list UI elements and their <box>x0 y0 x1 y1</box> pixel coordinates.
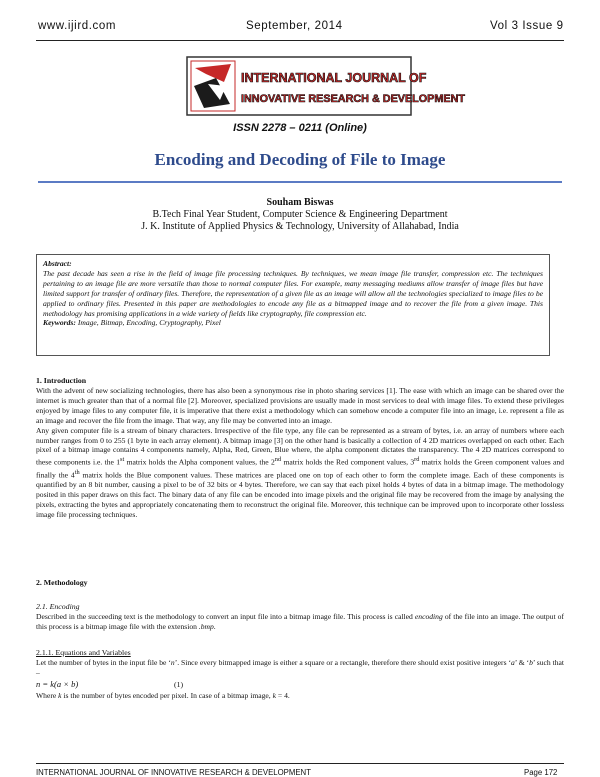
equations-body: Let the number of bytes in the input file be ‘n’. Since every bitmapped image is either a square or a rectangle, therefore there should exist positive integers ‘a’ & ‘b’ such that – <box>36 658 564 677</box>
journal-site: www.ijird.com <box>38 20 117 32</box>
section-heading-methodology: 2. Methodology <box>36 578 88 587</box>
keywords-text: Image, Bitmap, Encoding, Cryptography, Pixel <box>77 318 221 328</box>
author-affiliation-2: J. K. Institute of Applied Physics & Technology, University of Allahabad, India <box>141 221 459 232</box>
subsection-heading-encoding: 2.1. Encoding <box>36 602 80 611</box>
paper-title: Encoding and Decoding of File to Image <box>154 150 446 169</box>
page-number: Page 172 <box>524 768 558 777</box>
abstract-label: Abstract: <box>43 259 72 268</box>
intro-paragraph-2: Any given computer file is a stream of binary characters. Irrespective of the file type, any file can be represented as a stream of bytes, i.e. an array of numbers where each number ranges from 0 to 255 (1 byte in each array element). A bitmap image [3] on the other hand is basically a collection of 4 2D matrices overlapped on each other. Each pixel of a bitmap image contains 4 components namely, Alpha, Red, Green, Blue where, the alpha component dictates the transparency. The 4 2D matrices correspond to these components i.e. the 1st matrix holds the Alpha component values, the 2nd matrix holds the Red component values, 3rd matrix holds the Green component values and finally the 4th matrix holds the Blue component values. These matrices are placed one on top of each other to form the complete image. Each of these components is quantified by an 8 bit number, causing a pixel to be of 32 bits or 4 bytes. Therefore, we can say that each pixel holds 4 bytes of data in a bitmap image. The methodology posited in this paper draws on this fact. The binary data of any file can be encoded into image pixels and the original file may be recovered from the image by analysing the pixels, extracting the bytes and appropriately concatenating them to reconstruct the original file. Moreover, this technique can be improved upon to incorporate other lossless image file processing techniques. <box>36 425 564 519</box>
intro-paragraph-1: With the advent of new socializing technologies, there has also been a synonymous rise in photo sharing services [1]. The ease with which an image can be shared over the internet is much greater than that of a normal file [2]. Moreover, specialized provisions are usually made in most services to deal with image files. To extend these privileges enjoyed by image files to any computer file, it is imperative that there exist a methodology which can somehow encode a computer file into an image, i.e. represent a file as an image and recover the file from the image. That way, any file may be converted into an image. <box>36 386 564 425</box>
logo-text-line1: INTERNATIONAL JOURNAL OF <box>241 71 427 85</box>
section-heading-introduction: 1. Introduction <box>36 376 87 385</box>
subsection-heading-equations: 2.1.1. Equations and Variables <box>36 648 131 657</box>
issue-date: September, 2014 <box>246 20 343 32</box>
volume-issue: Vol 3 Issue 9 <box>490 20 564 32</box>
title-rule <box>38 181 562 183</box>
issn: ISSN 2278 – 0211 (Online) <box>233 122 367 134</box>
header-rule <box>36 40 564 41</box>
footer-rule <box>36 763 564 764</box>
logo-text-line2: INNOVATIVE RESEARCH & DEVELOPMENT <box>241 93 465 105</box>
logo-graphic <box>186 56 465 116</box>
equations-body-2: Where k is the number of bytes encoded per pixel. In case of a bitmap image, k = 4. <box>36 691 290 700</box>
encoding-body: Described in the succeeding text is the methodology to convert an input file into a bitmap image file. This process is called encoding of the file into an image. The output of this process is a bitmap image file with the extension .bmp. <box>36 612 564 631</box>
abstract-text: The past decade has seen a rise in the field of image file processing techniques. By techniques, we mean image file transfer, compression etc. The techniques pertaining to an image file are more versatile than those to normal computer files. For example, many messaging mediums allow transfer of image files but have limited support for transfer of ordinary files. Therefore, the representation of a given file as an image will allow all the technologies specialized to image files to be applied to ordinary files. Presented in this paper are methodologies to encode any file as a bitmapped image and to recover the file from a given image. This methodology has promising applications in a wide variety of fields like cryptography, file compression etc. <box>43 268 543 318</box>
author-name: Souham Biswas <box>266 197 334 208</box>
equation-1-number: (1) <box>174 680 184 689</box>
footer-journal-name: INTERNATIONAL JOURNAL OF INNOVATIVE RESEARCH & DEVELOPMENT <box>36 768 311 777</box>
abstract-box <box>36 254 550 356</box>
keywords-label: Keywords: <box>43 318 76 328</box>
equation-1: n = k(a × b) <box>36 679 79 689</box>
journal-logo <box>186 56 465 116</box>
author-affiliation-1: B.Tech Final Year Student, Computer Science & Engineering Department <box>152 209 448 220</box>
introduction-body <box>36 386 564 520</box>
